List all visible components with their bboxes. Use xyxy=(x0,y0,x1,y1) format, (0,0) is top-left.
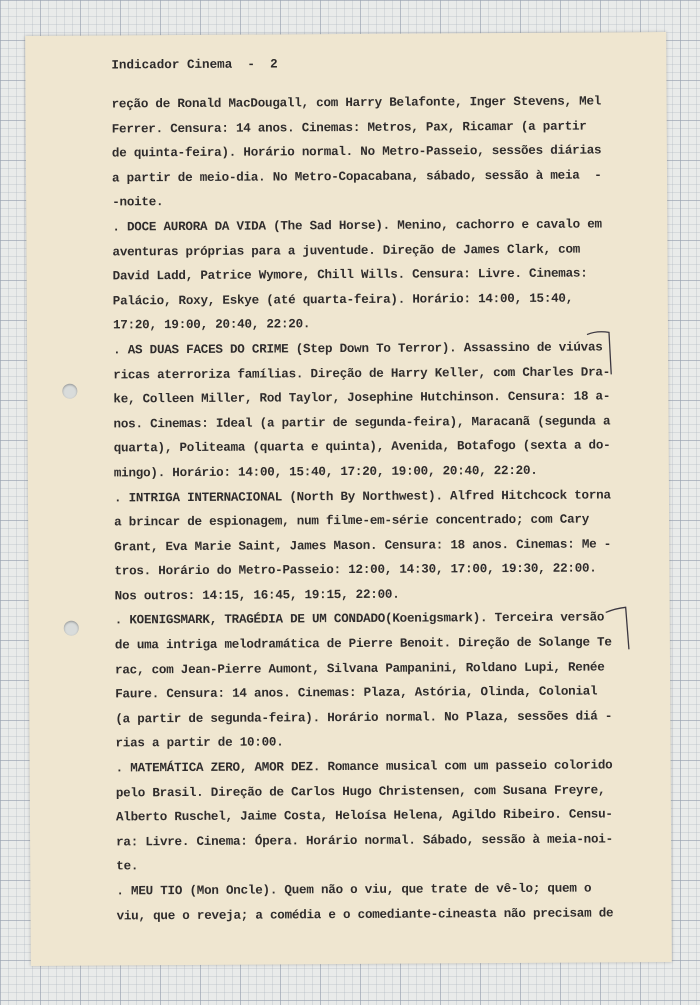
text-line: viu, que o reveja; a comédia e o comediante-cineasta não precisam de xyxy=(116,905,614,924)
text-line: . AS DUAS FACES DO CRIME (Step Down To Terror). Assassino de viúvas xyxy=(113,340,603,358)
text-line: pelo Brasil. Direção de Carlos Hugo Christensen, com Susana Freyre, xyxy=(115,783,606,801)
text-line: Ferrer. Censura: 14 anos. Cinemas: Metros, Pax, Ricamar (a partir xyxy=(111,119,587,137)
text-line: Palácio, Roxy, Eskye (até quarta-feira). Horário: 14:00, 15:40, xyxy=(112,291,574,309)
text-line: Grant, Eva Marie Saint, James Mason. Censura: 18 anos. Cinemas: Me - xyxy=(114,537,612,555)
handwritten-margin-mark xyxy=(604,605,632,653)
text-line: . MATEMÁTICA ZERO, AMOR DEZ. Romance musical com um passeio colorido xyxy=(115,758,613,776)
text-line: ke, Colleen Miller, Rod Taylor, Josephine Hutchinson. Censura: 18 a- xyxy=(113,389,611,407)
text-line: a partir de meio-dia. No Metro-Copacabana, sábado, sessão à meia - xyxy=(111,168,602,186)
page-header: Indicador Cinema - 2 xyxy=(111,57,278,73)
text-line: . INTRIGA INTERNACIONAL (North By Northwest). Alfred Hitchcock torna xyxy=(113,487,611,505)
text-line: ra: Livre. Cinema: Ópera. Horário normal. Sábado, sessão à meia-noi- xyxy=(116,832,613,850)
handwritten-margin-mark xyxy=(585,328,615,378)
text-line: Nos outros: 14:15, 16:45, 19:15, 22:00. xyxy=(114,587,400,604)
typed-page xyxy=(25,32,672,966)
text-line: nos. Cinemas: Ideal (a partir de segunda-feira), Maracanã (segunda a xyxy=(113,414,611,432)
punch-hole xyxy=(62,384,77,399)
text-line: quarta), Politeama (quarta e quinta), Avenida, Botafogo (sexta a do- xyxy=(113,438,611,456)
text-line: de uma intriga melodramática de Pierre Benoit. Direção de Solange Te xyxy=(114,635,612,653)
text-line: . MEU TIO (Mon Oncle). Quem não o viu, que trate de vê-lo; quem o xyxy=(116,881,592,899)
text-line: aventuras próprias para a juventude. Direção de James Clark, com xyxy=(112,242,581,259)
text-line: rac, com Jean-Pierre Aumont, Silvana Pampanini, Roldano Lupi, Renée xyxy=(114,660,605,678)
text-line: Alberto Ruschel, Jaime Costa, Heloísa Helena, Agildo Ribeiro. Censu- xyxy=(115,807,613,825)
text-line: tros. Horário do Metro-Passeio: 12:00, 14:30, 17:00, 19:30, 22:00. xyxy=(114,561,597,579)
text-line: . DOCE AURORA DA VIDA (The Sad Horse). Menino, cachorro e cavalo em xyxy=(112,217,602,235)
text-line: David Ladd, Patrice Wymore, Chill Wills. Censura: Livre. Cinemas: xyxy=(112,266,588,284)
text-line: te. xyxy=(116,859,139,874)
text-line: 17:20, 19:00, 20:40, 22:20. xyxy=(112,317,311,333)
text-line: a brincar de espionagem, num filme-em-série concentrado; com Cary xyxy=(114,512,590,530)
typed-text-body xyxy=(112,89,614,928)
punch-hole xyxy=(64,621,79,636)
text-line: -noite. xyxy=(112,195,164,210)
text-line: (a partir de segunda-feira). Horário normal. No Plaza, sessões diá - xyxy=(115,709,613,727)
text-line: mingo). Horário: 14:00, 15:40, 17:20, 19:00, 20:40, 22:20. xyxy=(113,463,538,481)
text-line: . KOENIGSMARK, TRAGÉDIA DE UM CONDADO(Koenigsmark). Terceira versão xyxy=(114,610,605,628)
text-line: rias a partir de 10:00. xyxy=(115,735,284,751)
text-line: reção de Ronald MacDougall, com Harry Belafonte, Inger Stevens, Mel xyxy=(111,94,602,112)
text-line: Faure. Censura: 14 anos. Cinemas: Plaza, Astória, Olinda, Colonial xyxy=(115,684,598,702)
text-line: de quinta-feira). Horário normal. No Metro-Passeio, sessões diárias xyxy=(111,143,602,161)
text-line: ricas aterroriza famílias. Direção de Harry Keller, com Charles Dra- xyxy=(113,364,611,382)
